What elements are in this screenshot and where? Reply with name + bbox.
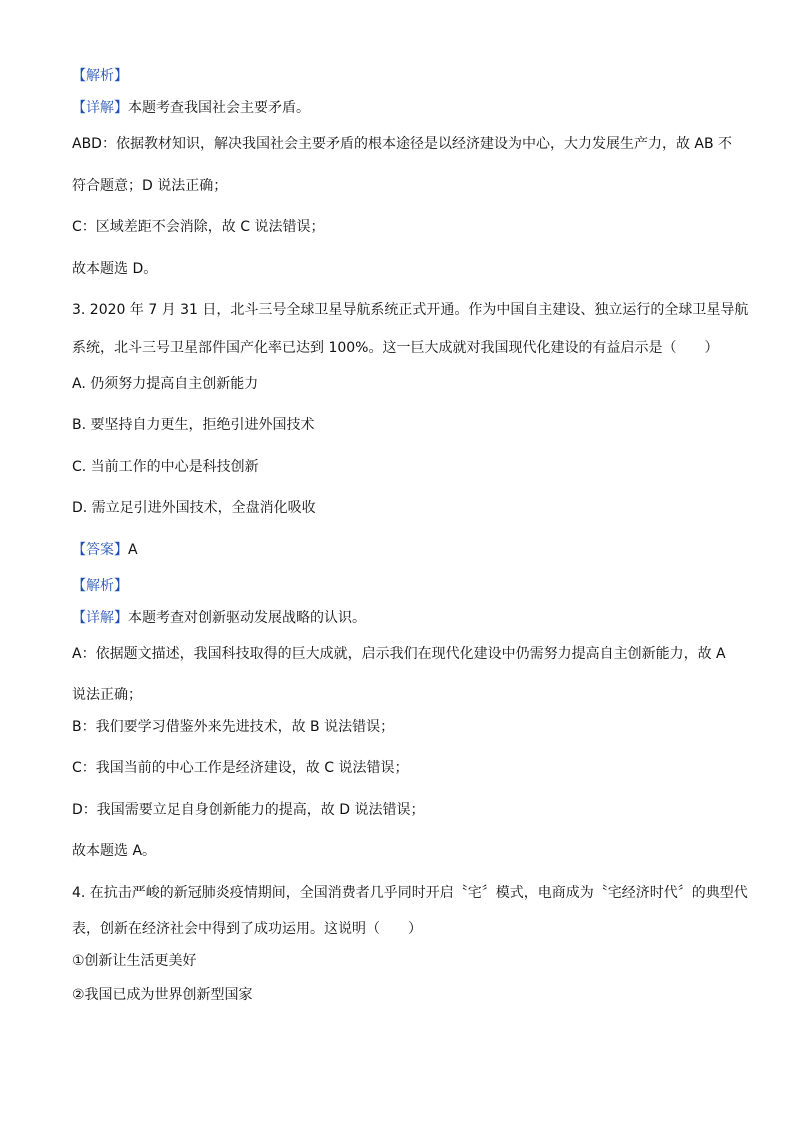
q3-option-d: D. 需立足引进外国技术，全盘消化吸收: [72, 500, 316, 516]
q3-stem-line-1: 3. 2020 年 7 月 31 日，北斗三号全球卫星导航系统正式开通。作为中国自主建设、独立运行的全球卫星导航: [72, 302, 749, 318]
q2-abd-line-1: ABD：依据教材知识，解决我国社会主要矛盾的根本途径是以经济建设为中心，大力发展生产力，故 AB 不: [72, 136, 733, 152]
q2-analysis-label: 【解析】: [72, 68, 128, 84]
q4-item-1: ①创新让生活更美好: [72, 953, 197, 969]
q2-conclusion: 故本题选 D。: [72, 261, 158, 277]
q2-detail-line: [72, 99, 310, 117]
q2-detail-label: 【详解】: [72, 100, 128, 116]
q3-detail-text: 本题考查对创新驱动发展战略的认识。: [128, 610, 366, 626]
q3-detail-label: 【详解】: [72, 610, 128, 626]
q3-answer-line: [72, 541, 138, 559]
q3-answer-value: A: [128, 542, 138, 558]
q3-d-line: D：我国需要立足自身创新能力的提高，故 D 说法错误；: [72, 802, 425, 818]
q3-option-a: A. 仍须努力提高自主创新能力: [72, 376, 259, 392]
q4-item-2: ②我国已成为世界创新型国家: [72, 987, 253, 1003]
q3-conclusion: 故本题选 A。: [72, 843, 157, 859]
q4-stem-line-1: 4. 在抗击严峻的新冠肺炎疫情期间，全国消费者几乎同时开启〝宅〞模式，电商成为〝宅经济时代〞的典型代: [72, 885, 748, 901]
q3-a-line-1: A：依据题文描述，我国科技取得的巨大成就，启示我们在现代化建设中仍需努力提高自主创新能力，故 A: [72, 646, 726, 662]
q3-analysis-label: 【解析】: [72, 578, 128, 594]
q3-detail-line: [72, 609, 366, 627]
q3-b-line: B：我们要学习借鉴外来先进技术，故 B 说法错误；: [72, 719, 395, 735]
q2-c-line: C：区域差距不会消除，故 C 说法错误；: [72, 219, 325, 235]
q3-option-b: B. 要坚持自力更生，拒绝引进外国技术: [72, 417, 315, 433]
q2-detail-text: 本题考查我国社会主要矛盾。: [128, 100, 310, 116]
q4-stem-line-2: 表，创新在经济社会中得到了成功运用。这说明（ ）: [72, 921, 422, 937]
q3-a-line-2: 说法正确；: [72, 687, 142, 703]
q3-stem-line-2: 系统，北斗三号卫星部件国产化率已达到 100%。这一巨大成就对我国现代化建设的有益启示是（ ）: [72, 340, 719, 356]
q3-answer-label: 【答案】: [72, 542, 128, 558]
q2-abd-line-2: 符合题意；D 说法正确；: [72, 178, 228, 194]
q3-option-c: C. 当前工作的中心是科技创新: [72, 459, 259, 475]
q3-c-line: C：我国当前的中心工作是经济建设，故 C 说法错误；: [72, 760, 409, 776]
